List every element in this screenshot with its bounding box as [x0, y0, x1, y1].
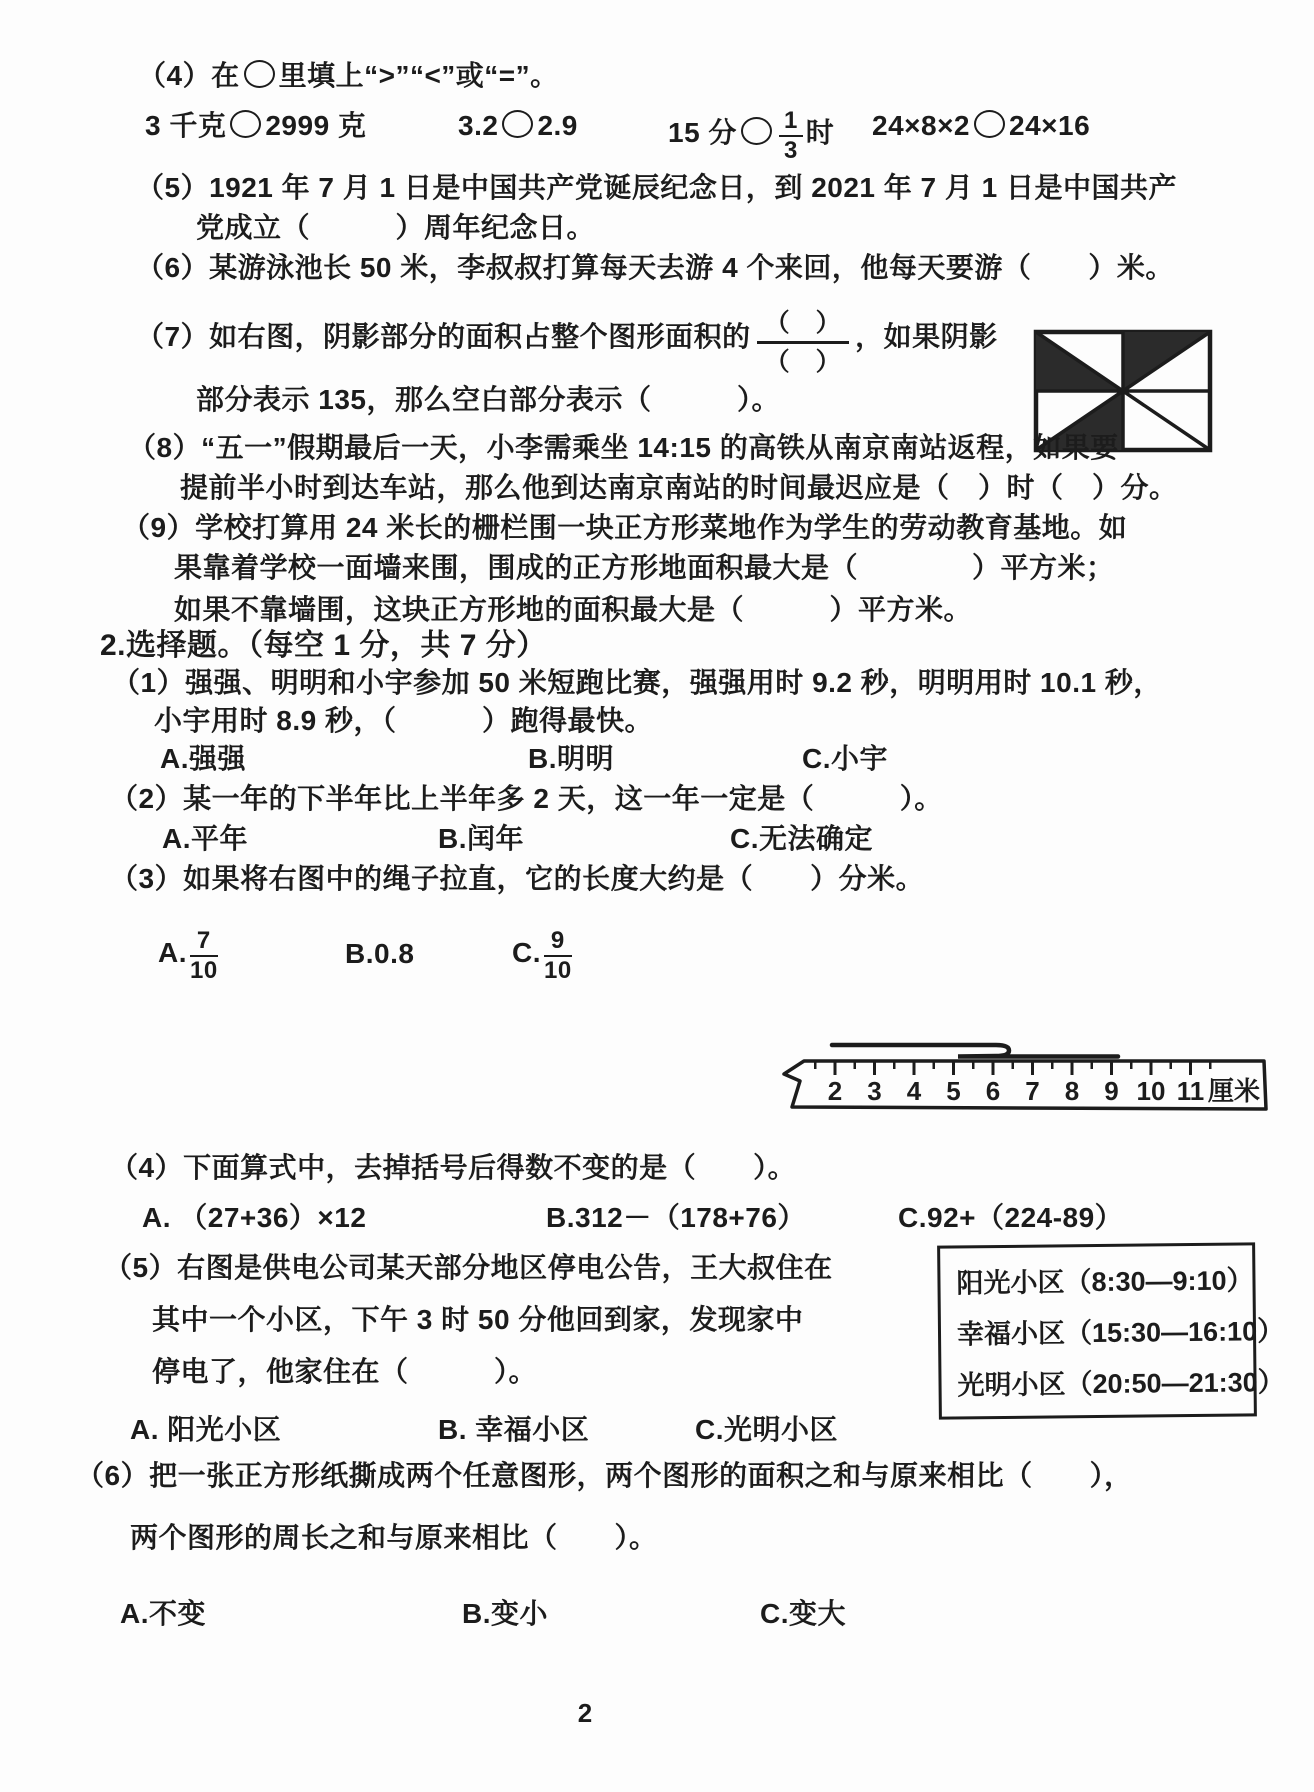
choice-q5-option-b: B. 幸福小区 — [438, 1414, 590, 1445]
choice-q3-option-a: A. $\frac{7}{10}$ — [158, 927, 218, 984]
compare-circle-icon — [974, 110, 1005, 138]
ruler-number: 10 — [1136, 1076, 1166, 1106]
choice-q1-option-c: C.小宇 — [802, 743, 889, 774]
fillin-q7-line1: （7）如右图，阴影部分的面积占整个图形面积的 （ ） （ ） ，如果阴影 — [136, 309, 998, 376]
choice-q6-option-a: A.不变 — [120, 1598, 207, 1629]
ruler-number: 7 — [1025, 1076, 1040, 1106]
fillin-q5-line2: 党成立（ ）周年纪念日。 — [196, 212, 596, 243]
ruler-number: 2 — [827, 1076, 843, 1106]
fillin-q9-line3: 如果不靠墙围，这块正方形地的面积最大是（ ）平方米。 — [174, 594, 973, 625]
page-number: 2 — [577, 1698, 593, 1728]
ruler-number: 9 — [1104, 1076, 1119, 1106]
compare-circle-icon — [502, 110, 533, 138]
choice-q3-option-c: C. $\frac{9}{10}$ — [512, 927, 572, 984]
ruler-number: 8 — [1064, 1076, 1080, 1106]
ruler-number: 4 — [906, 1076, 922, 1106]
choice-q4-option-a: A. （27+36）×12 — [142, 1202, 367, 1233]
question-number: （1） — [112, 667, 186, 698]
ruler-unit-label: 厘米 — [1207, 1076, 1261, 1106]
choice-q1-option-a: A.强强 — [160, 743, 247, 774]
question-number: （6） — [136, 252, 210, 283]
choice-q4-text: （4）下面算式中，去掉括号后得数不变的是（ ）。 — [110, 1152, 797, 1183]
rope-ruler-figure — [772, 1008, 1277, 1113]
choice-q2-option-c: C.无法确定 — [730, 823, 874, 854]
choice-q5-option-a: A. 阳光小区 — [130, 1414, 282, 1445]
question-number: （5） — [136, 172, 210, 203]
fillin-q4-header: （4）在 里填上“>”“<”或“=”。 — [138, 60, 559, 91]
fillin-q7-line2: 部分表示 135，那么空白部分表示（ ）。 — [196, 384, 780, 415]
compare-circle-icon — [741, 117, 772, 145]
choice-q4-option-c: C.92+（224-89） — [898, 1202, 1124, 1233]
question-number: （9） — [122, 512, 196, 543]
choice-q2-text: （2）某一年的下半年比上半年多 2 天，这一年一定是（ ）。 — [110, 783, 943, 814]
choice-q5-line3: 停电了，他家住在（ ）。 — [152, 1356, 538, 1387]
choice-q6-option-c: C.变大 — [760, 1598, 847, 1629]
choice-q5-line2: 其中一个小区，下午 3 时 50 分他回到家，发现家中 — [152, 1304, 804, 1335]
compare-circle-icon — [230, 110, 261, 138]
compare-circle-icon — [244, 60, 275, 88]
choice-q3-text: （3）如果将右图中的绳子拉直，它的长度大约是（ ）分米。 — [110, 863, 925, 894]
choice-q2-option-b: B.闰年 — [438, 823, 525, 854]
choice-q5-option-c: C.光明小区 — [695, 1414, 839, 1445]
choice-q6-line1: （6）把一张正方形纸撕成两个任意图形，两个图形的面积之和与原来相比（ ）， — [76, 1460, 1133, 1491]
comparison-item-1: 3 千克 2999 克 — [145, 110, 367, 141]
fillin-q5-line1: （5）1921 年 7 月 1 日是中国共产党诞辰纪念日，到 2021 年 7 月 1 日是中国共产 — [136, 172, 1178, 203]
fillin-q8-line2: 提前半小时到达车站，那么他到达南京南站的时间最迟应是（ ）时（ ）分。 — [180, 472, 1178, 503]
ruler-number: 11 — [1176, 1076, 1205, 1106]
choice-q5-line1: （5）右图是供电公司某天部分地区停电公告，王大叔住在 — [104, 1252, 833, 1283]
choice-q6-line2: 两个图形的周长之和与原来相比（ ）。 — [130, 1522, 658, 1553]
notice-line: 阳光小区（8:30—9:10） — [956, 1265, 1254, 1299]
comparison-item-2: 3.2 2.9 — [458, 110, 578, 141]
question-number: （8） — [128, 432, 202, 463]
comparison-item-4: 24×8×2 24×16 — [872, 110, 1091, 141]
comparison-item-3: 15 分 $\frac{1}{3}$ 时 — [668, 107, 835, 164]
choice-q1-line2: 小宇用时 8.9 秒，（ ）跑得最快。 — [154, 705, 653, 736]
section-2-title: 2.选择题。（每空 1 分，共 7 分） — [100, 629, 547, 662]
rope-icon — [832, 1045, 1118, 1057]
fillin-q9-line1: （9）学校打算用 24 米长的栅栏围一块正方形菜地作为学生的劳动教育基地。如 — [122, 512, 1128, 543]
question-number: （3） — [110, 863, 184, 894]
notice-line: 幸福小区（15:30—16:10） — [956, 1316, 1285, 1350]
fillin-q9-line2: 果靠着学校一面墙来围，围成的正方形地面积最大是（ ）平方米； — [174, 552, 1115, 583]
fraction-nine-tenths: $\frac{9}{10}$ — [544, 927, 572, 984]
power-outage-notice-box — [937, 1242, 1285, 1419]
fraction-seven-tenths: $\frac{7}{10}$ — [190, 927, 218, 984]
ruler-number: 6 — [985, 1076, 1001, 1106]
question-number: （4） — [110, 1152, 184, 1183]
ruler-number: 5 — [946, 1076, 961, 1106]
choice-q4-option-b: B.312－（178+76） — [546, 1202, 806, 1233]
choice-q2-option-a: A.平年 — [162, 823, 249, 854]
fillin-q8-line1: （8）“五一”假期最后一天，小李需乘坐 14:15 的高铁从南京南站返程，如果要 — [128, 432, 1119, 463]
choice-q1-line1: （1）强强、明明和小宇参加 50 米短跑比赛，强强用时 9.2 秒，明明用时 10.1 秒， — [112, 667, 1162, 698]
fraction-one-third: $\frac{1}{3}$ — [779, 108, 803, 164]
choice-q1-option-b: B.明明 — [528, 743, 615, 774]
choice-q3-option-b: B.0.8 — [345, 938, 415, 969]
ruler-number: 3 — [867, 1076, 882, 1106]
blank-fraction: （ ） （ ） — [757, 308, 850, 377]
question-number: （6） — [76, 1460, 150, 1491]
notice-line: 光明小区（20:50—21:30） — [957, 1367, 1285, 1401]
question-number: （5） — [104, 1252, 178, 1283]
question-number: （7） — [136, 321, 210, 352]
question-number: （4） — [138, 60, 212, 91]
question-number: （2） — [110, 783, 184, 814]
choice-q6-option-b: B.变小 — [462, 1598, 549, 1629]
fillin-q6: （6）某游泳池长 50 米，李叔叔打算每天去游 4 个来回，他每天要游（ ）米。 — [136, 252, 1174, 283]
